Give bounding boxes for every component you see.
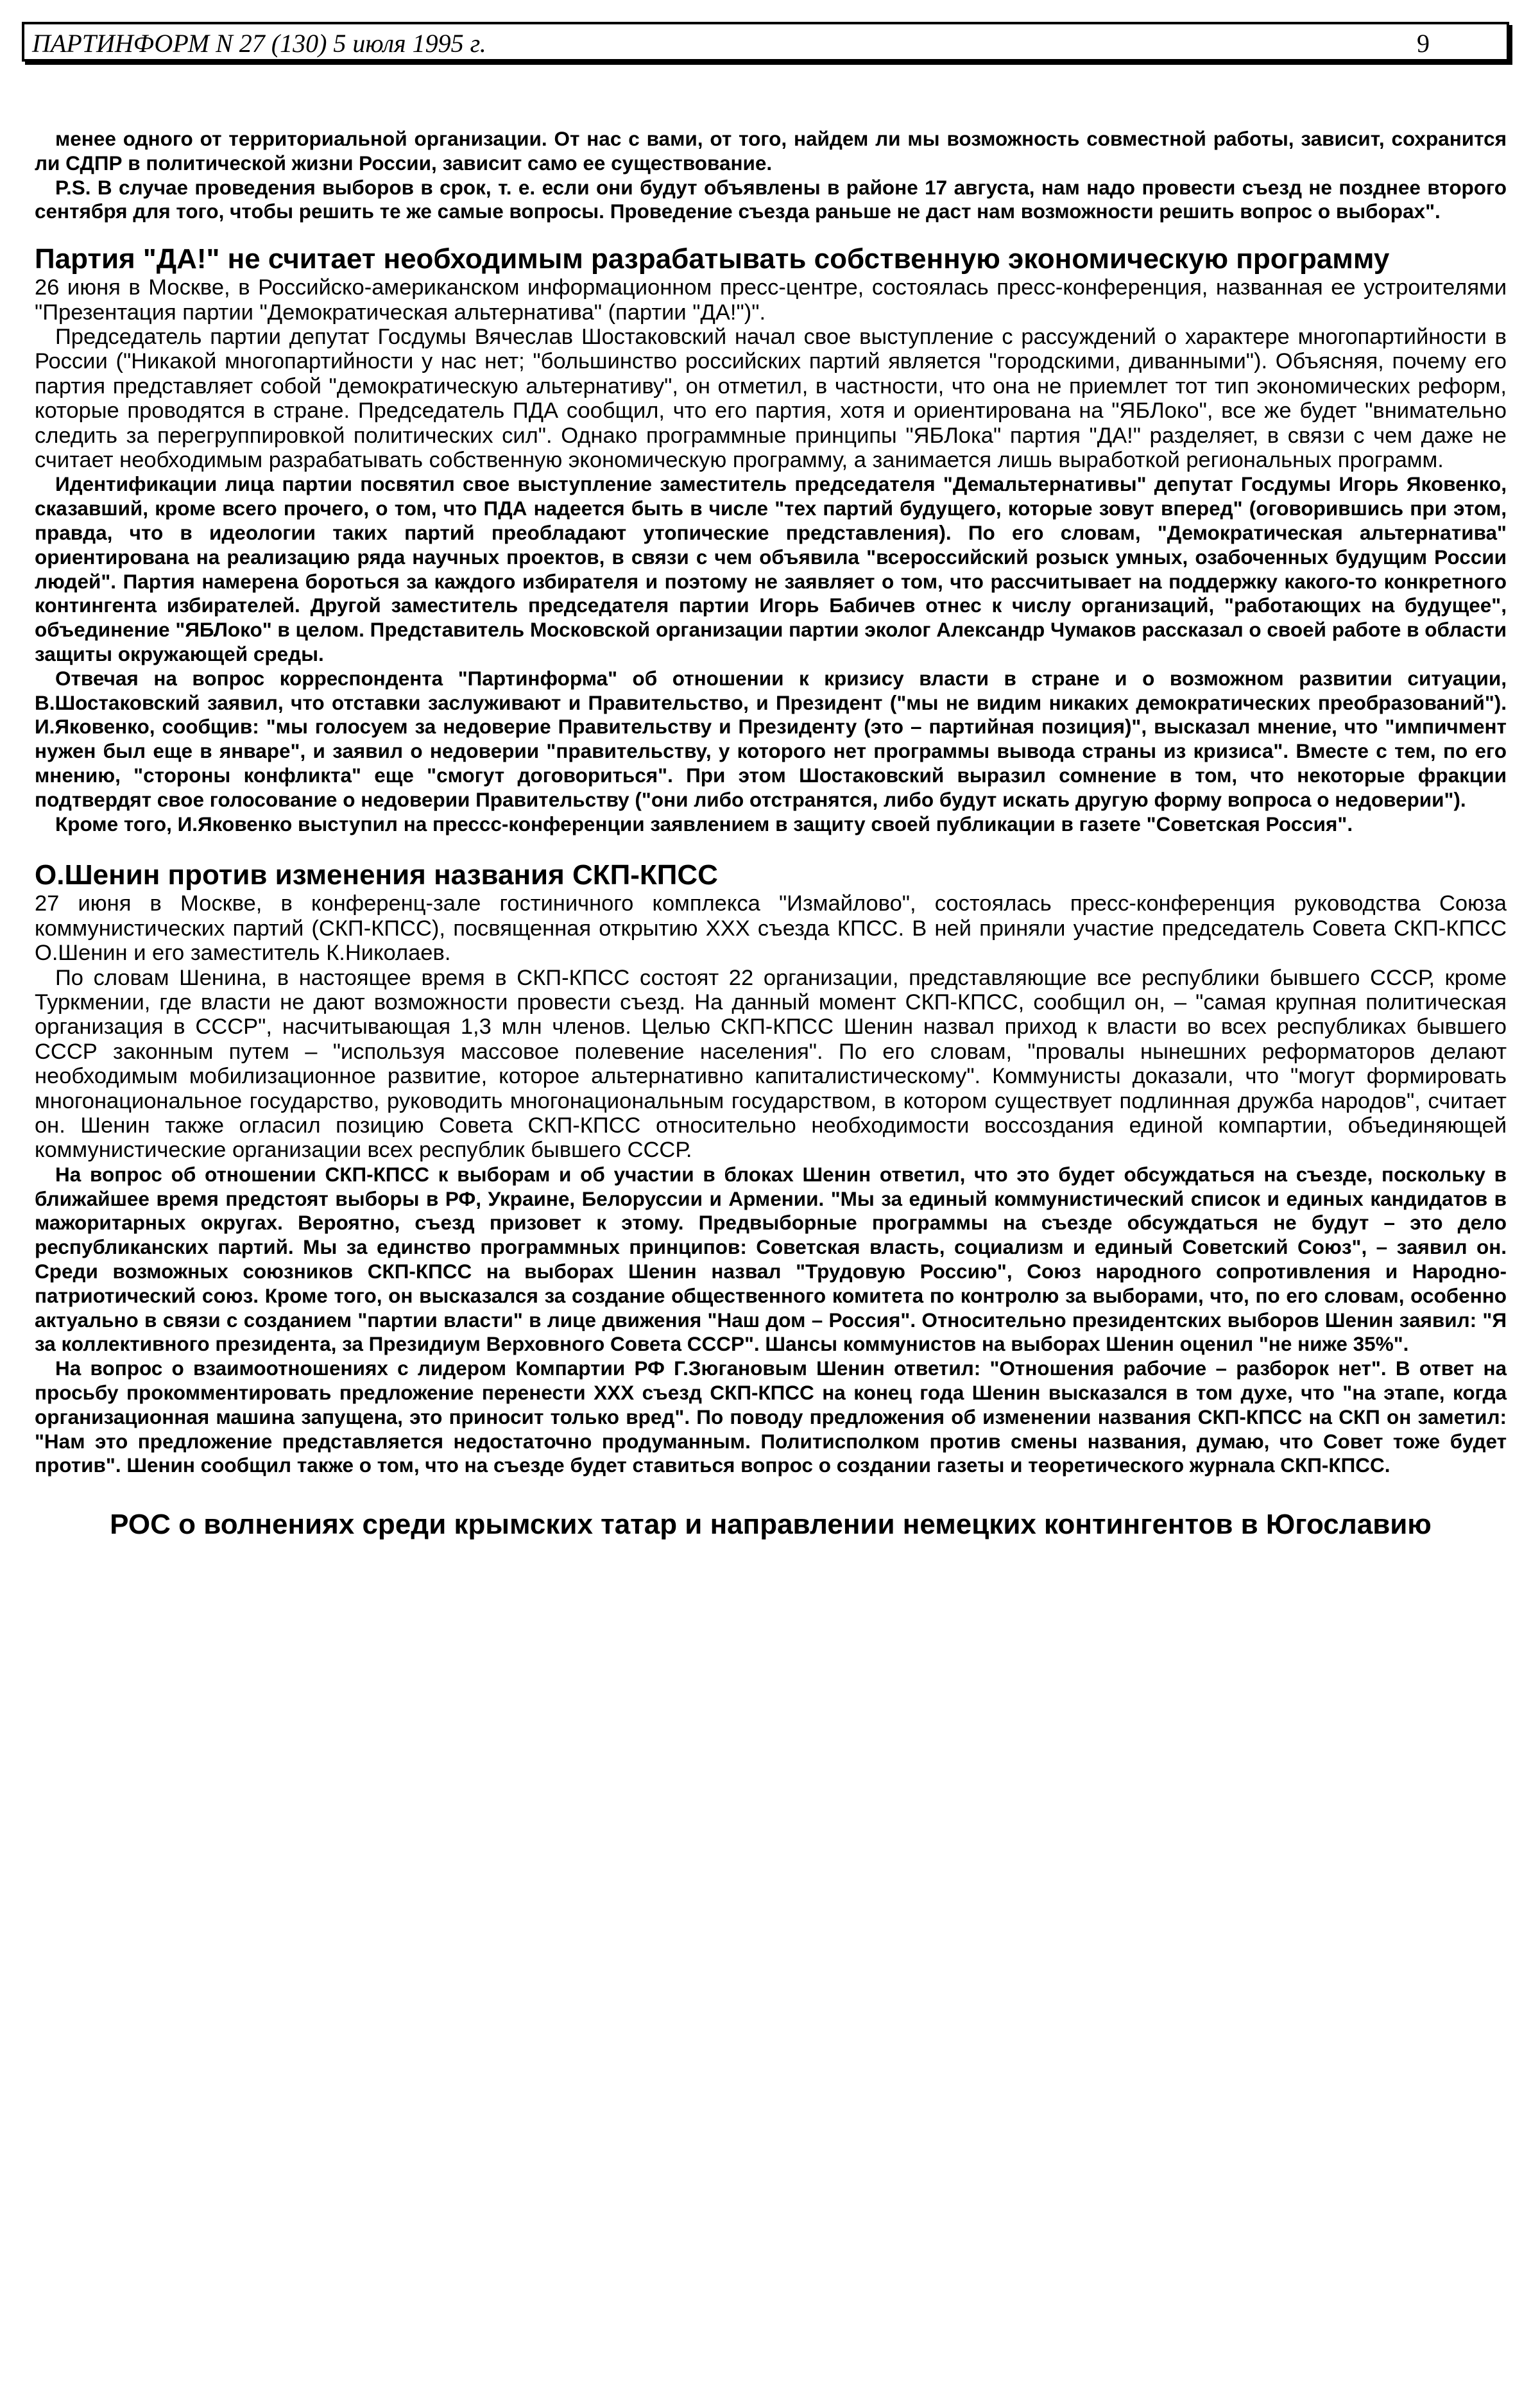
article-title-ros: РОС о волнениях среди крымских татар и направлении немецких контингентов в Югославию — [110, 1509, 1432, 1541]
article-title-shenin: О.Шенин против изменения названия СКП-КПСС — [35, 859, 718, 891]
page-content — [35, 127, 1507, 1541]
article-paragraph-bold: Кроме того, И.Яковенко выступил на прессс-конференции заявлением в защиту своей публикации в газете "Советская Россия". — [55, 812, 1353, 835]
article-paragraph: Председатель партии депутат Госдумы Вячеслав Шостаковский начал свое выступление с рассуждений о характере многопартийности в России ("Никакой многопартийности у нас нет; "большинство российских партий является "городскими, диванными"). Объясняя, почему его партия представляет собой "демократическую альтернативу", он отметил, в частности, что она не приемлет тот тип экономических реформ, которые проводятся в стране. Председатель ПДА сообщил, что его партия, хотя и ориентирована на "ЯБЛоко", все же будет "внимательно следить за перегруппировкой политических сил". Однако программные принципы "ЯБЛока" партия "ДА!" разделяет, в связи с чем даже не считает необходимым разрабатывать собственную экономическую программу, а занимается лишь выработкой региональных программ. — [35, 325, 1507, 473]
article-paragraph-bold: На вопрос о взаимоотношениях с лидером Компартии РФ Г.Зюгановым Шенин ответил: "Отношения рабочие – разборок нет". В ответ на просьбу прокомментировать предложение перенести XXX съезд СКП-КПСС на конец года Шенин высказался в том духе, что "на этапе, когда организационная машина запущена, это приносит только вред". По поводу предложения об изменении названия СКП-КПСС на СКП он заметил: "Нам это предложение представляется недостаточно продуманным. Политисполком против смены названия, думаю, что Совет тоже будет против". Шенин сообщил также о том, что на съезде будет ставиться вопрос о создании газеты и теоретического журнала СКП-КПСС. — [35, 1357, 1507, 1477]
intro-postscript: P.S. В случае проведения выборов в срок, т. е. если они будут объявлены в районе 17 августа, нам надо провести съезд не позднее второго сентября для того, чтобы решить те же самые вопросы. Проведение съезда раньше не даст нам возможности решить вопрос о выборах". — [35, 175, 1507, 223]
page-number: 9 — [1417, 29, 1430, 58]
page-header — [22, 22, 1509, 62]
article-paragraph: 26 июня в Москве, в Российско-американском информационном пресс-центре, состоялась пресс-конференция, названная ее устроителями "Презентация партии "Демократическая альтернатива" (партии "ДА!")". — [35, 275, 1507, 325]
article-paragraph: По словам Шенина, в настоящее время в СКП-КПСС состоят 22 организации, представляющие все республики бывшего СССР, кроме Туркмении, где власти не дают возможности провести съезд. На данный момент СКП-КПСС, сообщил он, – "самая крупная политическая организация в СССР", насчитывающая 1,3 млн членов. Целью СКП-КПСС Шенин назвал приход к власти во всех республиках бывшего СССР законным путем – "используя массовое полевение населения". По его словам, "провалы нынешних реформаторов делают необходимым мобилизационное развитие, которое альтернативно капиталистическому". Коммунисты доказали, что "могут формировать многонациональное государство, руководить многонациональным государством, в котором существует подлинная дружба народов", считает он. Шенин также огласил позицию Совета СКП-КПСС относительно необходимости воссоздания единой компартии, объединяющей коммунистические организации всех республик бывшего СССР. — [35, 965, 1507, 1163]
article-paragraph: 27 июня в Москве, в конференц-зале гостиничного комплекса "Измайлово", состоялась пресс-конференция руководства Союза коммунистических партий (СКП-КПСС), посвященная открытию XXX съезда КПСС. В ней приняли участие председатель Совета СКП-КПСС О.Шенин и его заместитель К.Николаев. — [35, 891, 1507, 966]
article-paragraph-bold: На вопрос об отношении СКП-КПСС к выборам и об участии в блоках Шенин ответил, что это будет обсуждаться на съезде, поскольку в ближайшее время предстоят выборы в РФ, Украине, Белоруссии и Армении. "Мы за единый коммунистический список и единых кандидатов в мажоритарных округах. Вероятно, съезд призовет к этому. Предвыборные программы на съезде обсуждаться не будут – это дело республиканских партий. Мы за единство программных принципов: Советская власть, социализм и единый Советский Союз", – заявил он. Среди возможных союзников СКП-КПСС на выборах Шенин назвал "Трудовую Россию", Союз народного сопротивления и Народно-патриотический союз. Кроме того, он высказался за создание общественного комитета по контролю за выборами, что, по его словам, особенно актуально в связи с созданием "партии власти" в лице движения "Наш дом – Россия". Относительно президентских выборов Шенин заявил: "Я за коллективного президента, за Президиум Верховного Совета СССР". Шансы коммунистов на выборах Шенин оценил "не ниже 35%". — [35, 1162, 1507, 1356]
newspaper-issue-title: ПАРТИНФОРМ N 27 (130) 5 июля 1995 г. — [32, 29, 486, 58]
article-paragraph-bold: Отвечая на вопрос корреспондента "Партинформа" об отношении к кризису власти в стране и о возможном развитии ситуации, В.Шостаковский заявил, что отставки заслуживают и Правительство, и Президент ("мы не видим никаких демократических преобразований"). И.Яковенко, сообщив: "мы голосуем за недоверие Правительству и Президенту (это – партийная позиция)", высказал мнение, что "импичмент нужен был еще в январе", и заявил о недоверии "правительству, у которого нет программы вывода страны из кризиса". Вместе с тем, по его мнению, "стороны конфликта" еще "смогут договориться". При этом Шостаковский выразил сомнение в том, что некоторые фракции подтвердят свое голосование о недоверии Правительству ("они либо отстранятся, либо будут искать другую форму вопроса о недоверии"). — [35, 666, 1507, 811]
article-paragraph-bold: Идентификации лица партии посвятил свое выступление заместитель председателя "Демальтернативы" депутат Госдумы Игорь Яковенко, сказавший, кроме всего прочего, о том, что ПДА надеется быть в числе "тех партий будущего, которые зовут вперед" (оговорившись при этом, правда, что в идеологии таких партий преобладают утопические представления). По его словам, "Демократическая альтернатива" ориентирована на реализацию ряда научных проектов, в связи с чем объявила "всероссийский розыск умных, озабоченных будущим России людей". Партия намерена бороться за каждого избирателя и поэтому не заявляет о том, что рассчитывает на поддержку какого-то конкретного контингента избирателей. Другой заместитель председателя партии Игорь Бабичев отнес к числу организаций, "работающих на будущее", объединение "ЯБЛоко" в целом. Представитель Московской организации партии эколог Александр Чумаков рассказал о своей работе в области защиты окружающей среды. — [35, 472, 1507, 666]
intro-paragraph: менее одного от территориальной организации. От нас с вами, от того, найдем ли мы возможность совместной работы, зависит, сохранится ли СДПР в политической жизни России, зависит само ее существование. — [35, 127, 1507, 175]
article-title-da-party: Партия "ДА!" не считает необходимым разрабатывать собственную экономическую программу — [35, 243, 1390, 275]
